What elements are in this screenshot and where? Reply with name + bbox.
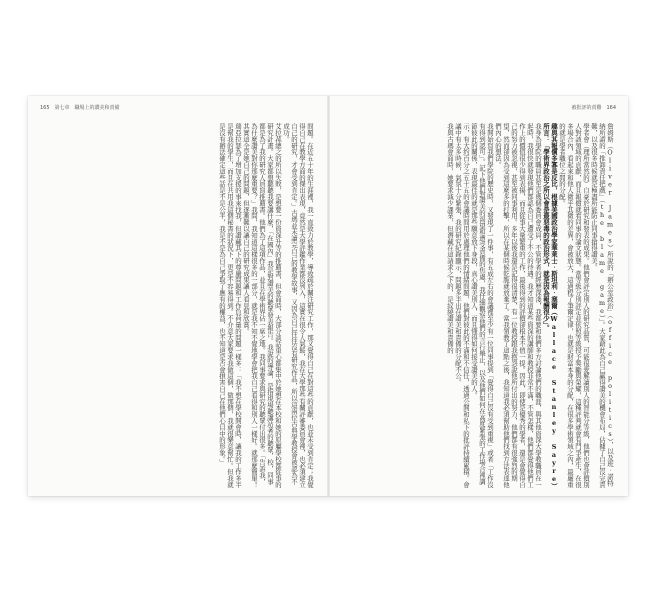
paragraph: 問題。在近五十年的生涯裡，我一直致力於教學，導致疏於關注研究工作，那又覺得自己在對這些的貢獻，也並未受到肯定；我覺得自己在教學方面的傑出表現，竟然是大學評鑑作業都沒列入，這實在很令人氣餒，我在大學那些有關評審委員會裡，也必須建立自己的研究，才會受到肯定。」古瑪並未讀完自己的教學故事，又因為自己往往沒有研究作品，所以這兩位古典學教授會被認為不成功。 bbox=[282, 123, 314, 488]
book-gutter bbox=[327, 96, 330, 496]
book-spread bbox=[28, 96, 628, 496]
right-page-header: 被批評的責難 164 bbox=[571, 105, 616, 111]
bold-paragraph: 趣與其報償多寡是反比，根據美國政治學家華萊士‧斯坦利‧塞爾（Wallace Stanley Sayre）所言：「學術界政治之所以會是最惡毒的政治形式，就是因為報酬很少」。 bbox=[542, 123, 558, 487]
paragraph: 瑞亞拉瑟為了增加支援的事來找我，但讚藏其下的尊嚴問題和工作負荷量的問題一樣多：「我不想在學校開會時，讓我的工作多半是幫我的學生，而且在共用我這個秘書的狀況下，更是不容易得到。不介意大家要求我做這個，做那個，我就很樂意幫忙。但我就是沒有辦法確定這些話是不是公平，我是不是為自己爭取了應有的權益，也不知道是否會損害自己在他們心目中的形象。」 bbox=[218, 123, 242, 488]
paragraph: 我身為學院的職員甚至是幾個委員會成員，不管學者的經歷深淺，我都要和他們多方討論他們的職涯，與其他資深大學教職員在一起時，我很快就發現他們都認為自己遭受了不公的待遇。我才知道某些資深的講師和教授非常不滿，不管怎樣，他們都覺得他們工作上的價值很少得到表揚，而且從事大量繁重的工作，最後得到的評價卻根本不值一提。因此，即使是優秀的學者，還是會覺得自己的努力被忽視，甚至被同事利用。多年以後我還是記得很清楚，有一位教授跟我抱怨說他所付出的努力，他們都有很強烈的期望，然而卻因為受到這麼多的打擊，所以在某個時候乾脆就放棄了。當我領教了這點之後，我知道我必須幫助他們找到方法表達他們內心的想法。 bbox=[494, 123, 542, 488]
left-page-text bbox=[44, 123, 314, 488]
right-page-text bbox=[342, 123, 614, 488]
paragraph: 我與古瑪會面時，她要求減少課業，但潛藏在這請求之下的，是紋繞讚美和責備的 bbox=[446, 123, 454, 354]
paragraph: 詹姆斯（Oliver James）所說的「辦公室政治」（office politics），以及班‧諾特納所謂的「推卸責任把戲」（the blame game）」。大家藉此為自己贏得讚美的機會布局，佔據了自己沒完責難，以及很多時候就是極盡所能防止同事搶得讚美。 bbox=[590, 123, 614, 488]
paragraph: 示，有大約百分之五十五的會議時間用於處理他們的情緒問題，他們對彼此的不滿和不信任，透過公開和私下的批評持續累積。會議中有太多時候，氣氛十分緊張，我的研究紀錄顯示，問題多半出在讚美和責備的分配不公。 bbox=[454, 123, 470, 488]
left-page-header: 165 第七章 職場上的讚美和責備 bbox=[40, 105, 120, 111]
paragraph: 艾拉蓀總之的所以失敗，是想要一份資深升等的推薦書，但會面時，大部分談話重心都集中於她想在本校和她的原屬學校都從事的研究計畫。大家都想聽聽我要講什麼，「在國內」我是對讚美的聽眾發表報告。我說的導論，是指現場聽講站著的聽眾，校，同事都是為了我的研究人員寫推薦書。他們為了這項作品，並且在學術界佔一席之地。我同事要求與研究的聽眾付出很多。「告訴我，為什麼讚美對你那麼重要？」我問，我知道這樣很多的一部分，就是我不知不覺地學會把我自己看得和別人一樣好。就那麼簡單！其實這全是她自己的問題，但逐漸難以讓自己的研究成果讓人看見和欣賞。 bbox=[242, 123, 282, 488]
paragraph: 學者會（理所當然的）自豪於研究和發表的成果。他們會評定別人的研究品質，可能很愛解讀別人的智能分等級，他們也會評價別人對該領域的貢獻，而且報償就看同事的論文狀態。當等級分別評定並依照等級授予獎勵與榮耀，這種評判就會有鬥爭產生，在很多場合內，看起來和他人微乎其微的差異，會被放大，這過程了筆爾定律，也就是財富本身的分配，在很多學術領域之內，最嚴重的就是學者職位之間的分配。 bbox=[558, 123, 590, 488]
paragraph: 我開始寫我們學院的歷史時，又發現了一件事，有五成左右的會議裡至少有一位同事提到「覺得自己沒有受到重視」或者「工作沒有得到認可」。記下他們對讚美的渴望和遭受責備的焦慮，我仔細觀察他們的言行舉止，以及他們如何在高度緊張的工作場合裡調節彼此的關係，表現最佳的就是那些願意放下身段，真心讚美別人，而且懂得如何接受讚美的人。 bbox=[470, 123, 494, 488]
